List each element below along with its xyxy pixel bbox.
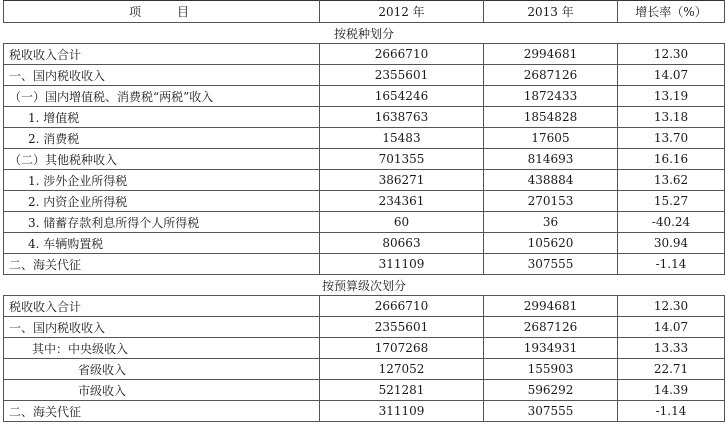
row-label: （二）其他税种收入	[4, 149, 320, 170]
value-2012: 2666710	[320, 296, 484, 317]
table-row	[4, 380, 725, 401]
value-2012: 2355601	[320, 65, 484, 86]
growth-rate: 13.18	[618, 107, 725, 128]
value-2013: 2687126	[484, 317, 618, 338]
value-2013: 307555	[484, 401, 618, 422]
header-2013: 2013 年	[484, 1, 618, 23]
row-label: 税收收入合计	[4, 44, 320, 65]
growth-rate: 15.27	[618, 191, 725, 212]
growth-rate: 16.16	[618, 149, 725, 170]
section-title: 按税种划分	[4, 23, 725, 44]
row-label: 二、海关代征	[4, 254, 320, 275]
row-label: 2. 消费税	[4, 128, 320, 149]
value-2012: 386271	[320, 170, 484, 191]
table-row	[4, 359, 725, 380]
header-growth: 增长率（%）	[618, 1, 725, 23]
growth-rate: 13.70	[618, 128, 725, 149]
row-label: 4. 车辆购置税	[4, 233, 320, 254]
section-row	[4, 275, 725, 296]
section-title: 按预算级次划分	[4, 275, 725, 296]
value-2012: 80663	[320, 233, 484, 254]
growth-rate: -1.14	[618, 401, 725, 422]
value-2012: 1638763	[320, 107, 484, 128]
value-2013: 2994681	[484, 44, 618, 65]
growth-rate: 30.94	[618, 233, 725, 254]
row-label: 1. 涉外企业所得税	[4, 170, 320, 191]
growth-rate: 22.71	[618, 359, 725, 380]
table-row	[4, 401, 725, 422]
value-2013: 1934931	[484, 338, 618, 359]
value-2013: 2994681	[484, 296, 618, 317]
header-item: 项目	[4, 1, 320, 23]
value-2012: 234361	[320, 191, 484, 212]
value-2013: 438884	[484, 170, 618, 191]
value-2013: 105620	[484, 233, 618, 254]
value-2012: 311109	[320, 254, 484, 275]
value-2013: 2687126	[484, 65, 618, 86]
value-2012: 127052	[320, 359, 484, 380]
tax-revenue-table	[3, 0, 725, 422]
value-2012: 1654246	[320, 86, 484, 107]
table-row	[4, 212, 725, 233]
table-row	[4, 170, 725, 191]
header-2012: 2012 年	[320, 1, 484, 23]
growth-rate: 13.33	[618, 338, 725, 359]
row-label: 其中：中央级收入	[4, 338, 320, 359]
value-2012: 60	[320, 212, 484, 233]
growth-rate: -1.14	[618, 254, 725, 275]
row-label: 1. 增值税	[4, 107, 320, 128]
growth-rate: 14.39	[618, 380, 725, 401]
value-2012: 1707268	[320, 338, 484, 359]
row-label: 省级收入	[4, 359, 320, 380]
value-2013: 307555	[484, 254, 618, 275]
row-label: 税收收入合计	[4, 296, 320, 317]
value-2013: 596292	[484, 380, 618, 401]
value-2012: 701355	[320, 149, 484, 170]
growth-rate: 14.07	[618, 65, 725, 86]
row-label: 一、国内税收收入	[4, 65, 320, 86]
value-2012: 15483	[320, 128, 484, 149]
growth-rate: -40.24	[618, 212, 725, 233]
value-2013: 270153	[484, 191, 618, 212]
row-label: 市级收入	[4, 380, 320, 401]
table-row	[4, 296, 725, 317]
growth-rate: 13.62	[618, 170, 725, 191]
row-label: 一、国内税收收入	[4, 317, 320, 338]
table-row	[4, 107, 725, 128]
table-row	[4, 149, 725, 170]
value-2012: 2355601	[320, 317, 484, 338]
row-label: （一）国内增值税、消费税“两税”收入	[4, 86, 320, 107]
table-row	[4, 254, 725, 275]
growth-rate: 13.19	[618, 86, 725, 107]
value-2013: 814693	[484, 149, 618, 170]
row-label: 3. 储蓄存款利息所得个人所得税	[4, 212, 320, 233]
table-row	[4, 65, 725, 86]
value-2013: 1872433	[484, 86, 618, 107]
table-row	[4, 233, 725, 254]
value-2013: 1854828	[484, 107, 618, 128]
growth-rate: 12.30	[618, 296, 725, 317]
row-label: 二、海关代征	[4, 401, 320, 422]
value-2012: 521281	[320, 380, 484, 401]
table-row	[4, 86, 725, 107]
growth-rate: 12.30	[618, 44, 725, 65]
table-row	[4, 128, 725, 149]
growth-rate: 14.07	[618, 317, 725, 338]
table-row	[4, 191, 725, 212]
table-row	[4, 317, 725, 338]
value-2013: 17605	[484, 128, 618, 149]
header-row	[4, 1, 725, 23]
value-2013: 36	[484, 212, 618, 233]
table-row	[4, 338, 725, 359]
value-2012: 2666710	[320, 44, 484, 65]
table-row	[4, 44, 725, 65]
row-label: 2. 内资企业所得税	[4, 191, 320, 212]
value-2013: 155903	[484, 359, 618, 380]
value-2012: 311109	[320, 401, 484, 422]
section-row	[4, 23, 725, 44]
